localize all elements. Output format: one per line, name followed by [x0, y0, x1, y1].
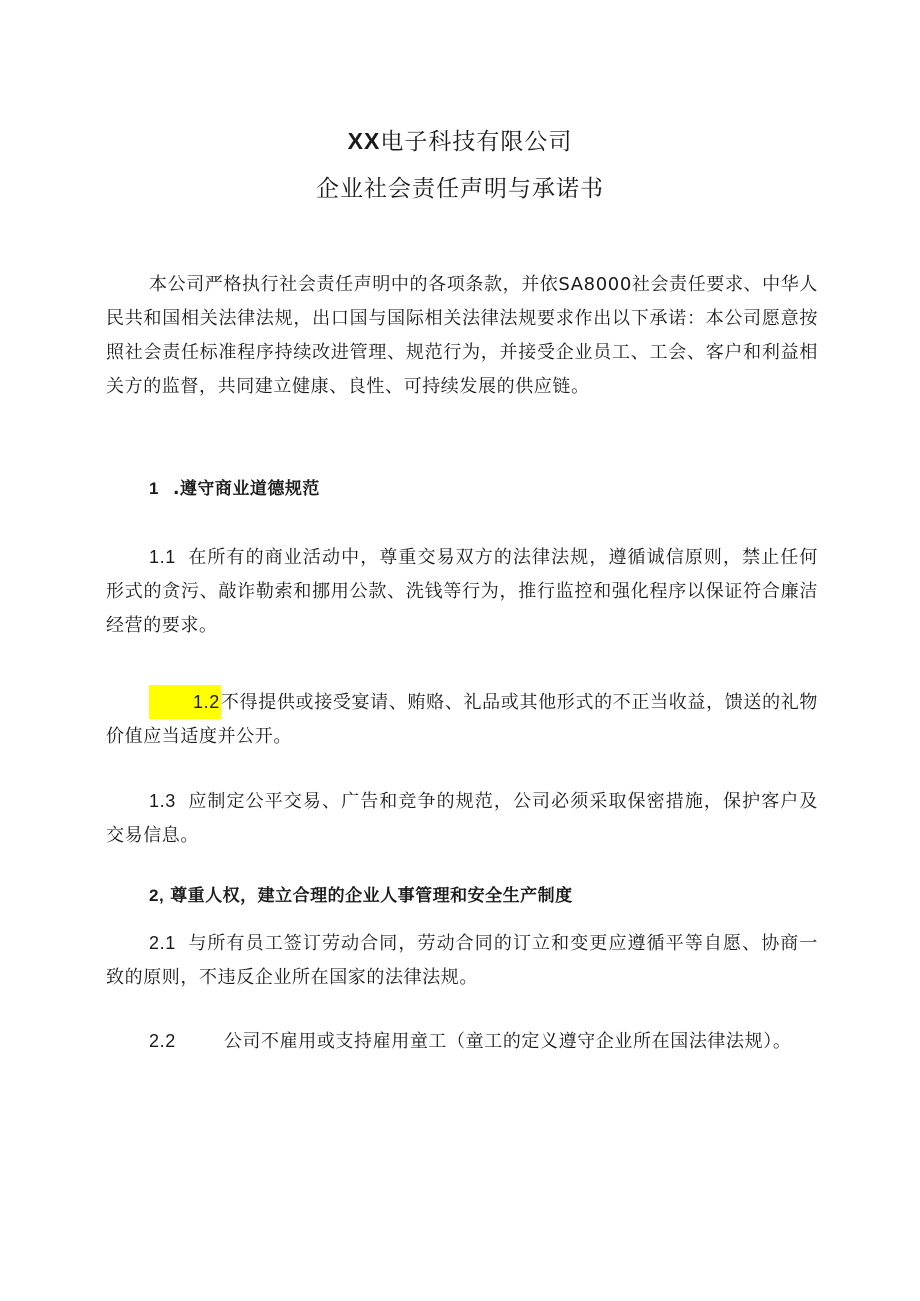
- item-1-1: [106, 540, 818, 643]
- section-1-title: .遵守商业道德规范: [172, 479, 320, 499]
- item-2-1-text: 与所有员工签订劳动合同，劳动合同的订立和变更应遵循平等自愿、协商一致的原则，不违反企业所在国家的法律法规。: [106, 933, 818, 988]
- company-title: [0, 128, 920, 155]
- item-1-2-number-highlight: 1.2: [149, 685, 221, 719]
- company-name: 电子科技有限公司: [380, 129, 573, 155]
- document-title: 企业社会责任声明与承诺书: [316, 176, 604, 202]
- item-1-2: [106, 685, 818, 754]
- item-1-3-text: 应制定公平交易、广告和竞争的规范，公司必须采取保密措施，保护客户及交易信息。: [106, 791, 818, 846]
- section-2-number: 2,: [149, 886, 165, 905]
- item-1-3-block: [106, 784, 818, 853]
- item-1-3: [106, 784, 818, 853]
- item-2-2-number: 2.2: [149, 1031, 176, 1051]
- item-1-1-block: [106, 540, 818, 643]
- item-1-2-block: [106, 685, 818, 754]
- item-1-3-number: 1.3: [149, 791, 176, 811]
- item-2-2-block: [106, 1024, 818, 1059]
- item-2-1: [106, 926, 818, 995]
- section-2-title: 尊重人权，建立合理的企业人事管理和安全生产制度: [170, 886, 573, 906]
- item-1-2-text: 不得提供或接受宴请、贿赂、礼品或其他形式的不正当收益，馈送的礼物价值应当适度并公开。: [106, 692, 818, 747]
- item-1-1-number: 1.1: [149, 547, 176, 567]
- item-2-2-text: 公司不雇用或支持雇用童工（童工的定义遵守企业所在国法律法规）。: [223, 1031, 792, 1052]
- intro-block: [106, 268, 818, 404]
- section-1-number: 1: [149, 479, 159, 498]
- section-1-heading: [149, 477, 320, 501]
- item-2-1-number: 2.1: [149, 933, 176, 953]
- item-2-2: [106, 1024, 818, 1059]
- section-2-heading: [149, 884, 573, 908]
- company-prefix: XX: [347, 128, 381, 154]
- item-2-1-block: [106, 926, 818, 995]
- item-1-1-text: 在所有的商业活动中，尊重交易双方的法律法规，遵循诚信原则，禁止任何形式的贪污、敲诈勒索和挪用公款、洗钱等行为，推行监控和强化程序以保证符合廉洁经营的要求。: [106, 547, 818, 636]
- intro-paragraph: 本公司严格执行社会责任声明中的各项条款，并依SA8000社会责任要求、中华人民共和国相关法律法规，出口国与国际相关法律法规要求作出以下承诺：本公司愿意按照社会责任标准程序持续改进管理、规范行为，并接受企业员工、工会、客户和利益相关方的监督，共同建立健康、良性、可持续发展的供应链。: [106, 274, 818, 397]
